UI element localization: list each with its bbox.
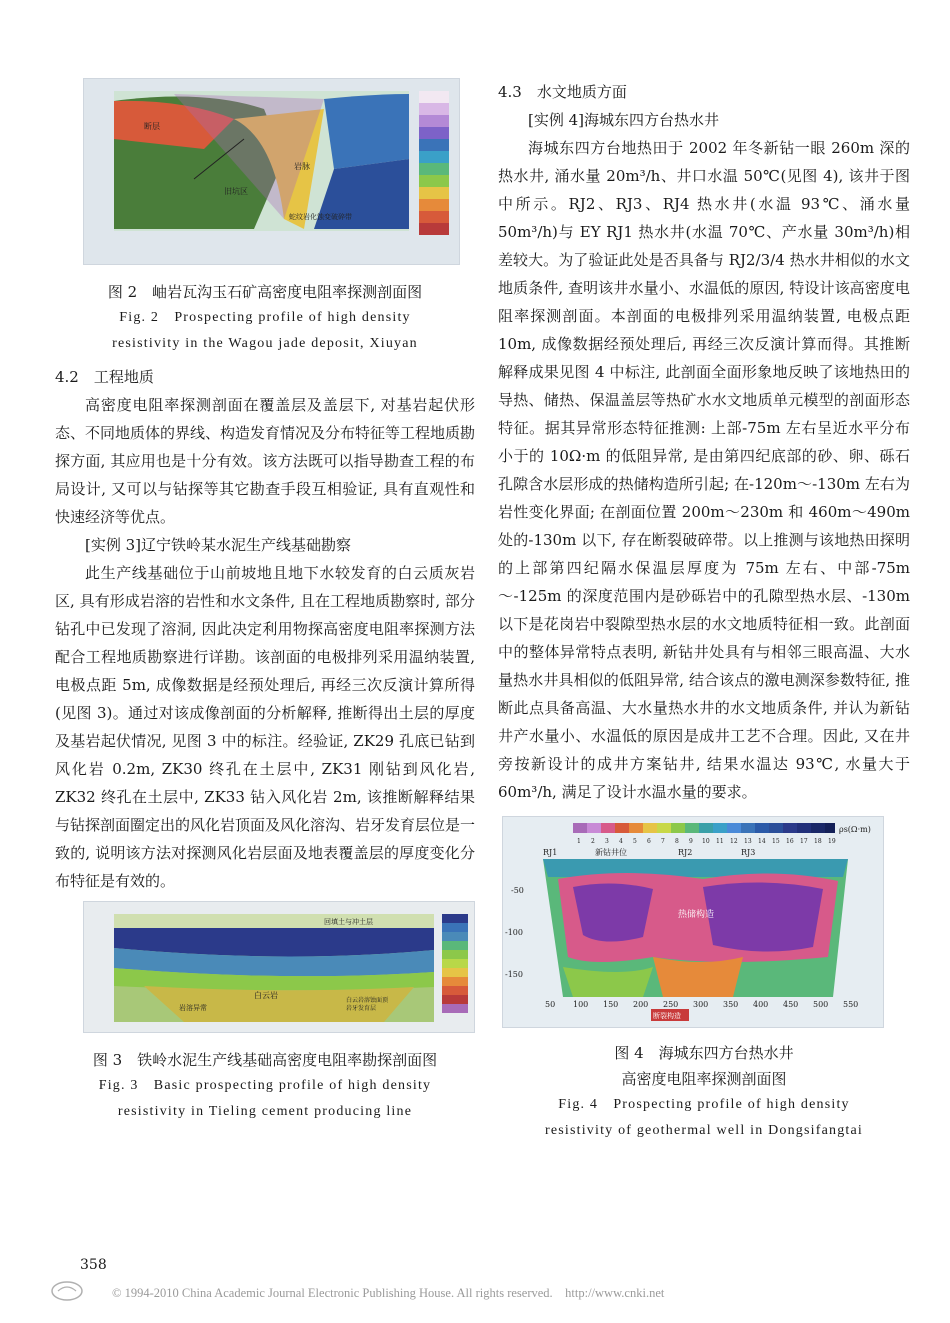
figure-2-caption-en-1: Fig. 2 Prospecting profile of high density [119, 310, 411, 325]
figure-3-profile [84, 902, 474, 1032]
right-column [498, 78, 910, 1144]
figure-2-caption [55, 279, 475, 357]
fig4-scale-tick: 4 [619, 838, 623, 845]
fig4-y-tick: -100 [505, 928, 523, 937]
fig3-colorbar [442, 914, 468, 1013]
fig4-scale-tick: 17 [800, 838, 808, 845]
fig2-label-old-pit: 旧坑区 [224, 187, 248, 196]
figure-3-image [83, 901, 475, 1033]
fig3-label-fill: 回填土与冲土层 [324, 918, 373, 926]
fig4-scale-tick: 6 [647, 838, 651, 845]
fig4-x-tick: 550 [843, 1000, 859, 1009]
fig4-label-new-well: 新钻井位 [595, 848, 627, 857]
left-column [55, 78, 475, 1125]
figure-4-caption [498, 1040, 910, 1144]
example-3-title: [实例 3]辽宁铁岭某水泥生产线基础勘察 [85, 536, 352, 554]
fig4-unit: ρs(Ω·m) [839, 825, 871, 834]
fig3-label-layer: 岩牙发育层 [346, 1005, 377, 1012]
figure-2-caption-zh: 图 2 岫岩瓦沟玉石矿高密度电阻率探测剖面图 [107, 283, 423, 301]
example-4-paragraph: 海城东四方台地热田于 2002 年冬新钻一眼 260m 深的热水井, 涌水量 20m³/h、井口水温 50℃(见图 4), 该井于图中所示。RJ2、RJ3、RJ4 热水井(水温 93℃、涌水量 50m³/h)与 EY RJ1 热水井(水温 70℃、产水量 30m³/h)相差较大。为了验证此处是否具备与 RJ2/3/4 热水井相似的水文地质条件, 查明该井水量小、水温低的原因, 特设计该高密度电阻率探测剖面。本剖面的电极排列采用温纳装置, 电极点距 10m, 成像数据经预处理后, 再经三次反演计算而得。其推断解释成果见图 4 中标注, 此剖面全面形象地反映了该地热田的导热、储热、保温盖层等热矿水水文地质单元模型的剖面形态特征。据其异常形态特征推测: 上部-75m 左右呈近水平分布小于的 10Ω·m 的低阻异常, 是由第四纪底部的砂、卵、砾石孔隙含水层形成的热储构造所引起; 在-120m～-130m 左右为岩性变化界面; 在剖面位置 200m～230m 和 460m～490m 处的-130m 以下, 存在断裂破碎带。以上推测与该地热田探明的上部第四纪隔水保温层厚度为 75m 左右、中部-75m～-125m 的深度范围内是砂砾岩中的孔隙型热水层、-130m 以下是花岗岩中裂隙型热水层的水文地质特征相一致。此剖面中的整体异常特点表明, 新钻井处具有与相邻三眼高温、大水量热水井具相似的低阻异常, 结合该点的激电测深参数特征, 推断此点具备高温、大水量热水井的水文地质条件, 并认为新钻井产水量小、水温低的原因是成井工艺不合理。因此, 又在井旁按新设计的成井方案钻井, 结果水温达 93℃, 水量大于 60m³/h, 满足了设计水温水量的要求。 [498, 139, 910, 801]
fig4-label-rj3: RJ3 [741, 848, 756, 857]
figure-2-profile [84, 79, 459, 264]
fig4-scale-tick: 7 [661, 838, 665, 845]
fig4-scale-tick: 5 [633, 838, 637, 845]
figure-3-caption-zh: 图 3 铁岭水泥生产线基础高密度电阻率勘探剖面图 [92, 1051, 438, 1069]
section-4-2-heading: 4.2 工程地质 [55, 368, 154, 386]
figure-4-caption-zh-2: 高密度电阻率探测剖面图 [621, 1070, 787, 1088]
fig4-scale-tick: 12 [730, 838, 738, 845]
fig4-scale-tick: 10 [702, 838, 710, 845]
fig2-label-dike: 岩脉 [294, 162, 310, 171]
figure-2-image [83, 78, 460, 265]
fig3-label-karst: 岩溶异常 [179, 1004, 207, 1012]
fig4-scale-tick: 19 [828, 838, 836, 845]
cnki-logo-icon [50, 1280, 84, 1302]
fig4-x-tick: 200 [633, 1000, 649, 1009]
footer-copyright: © 1994-2010 China Academic Journal Electronic Publishing House. All rights reserved. http://www.cnki.net [112, 1286, 665, 1300]
fig4-y-tick: -50 [511, 886, 524, 895]
figure-4-image [502, 816, 884, 1028]
fig4-label-fault: 断裂构造 [653, 1012, 681, 1020]
fig4-scale-tick: 2 [591, 838, 595, 845]
figure-4-caption-en-2: resistivity of geothermal well in Dongsifangtai [544, 1123, 864, 1138]
fig4-y-tick: -150 [505, 970, 523, 979]
figure-3-caption [55, 1047, 475, 1125]
fig4-label-rj2: RJ2 [678, 848, 693, 857]
fig2-label-fault: 断层 [144, 122, 160, 131]
figure-4-caption-zh-1: 图 4 海城东四方台热水井 [614, 1044, 794, 1062]
fig4-x-tick: 150 [603, 1000, 619, 1009]
fig4-scale-tick: 18 [814, 838, 822, 845]
fig4-x-tick: 100 [573, 1000, 589, 1009]
figure-3-caption-en-2: resistivity in Tieling cement producing line [117, 1104, 413, 1119]
footer [50, 1280, 910, 1304]
page-number: 358 [80, 1257, 107, 1273]
fig4-scale-tick: 16 [786, 838, 794, 845]
example-3-paragraph: 此生产线基础位于山前坡地且地下水较发育的白云质灰岩区, 具有形成岩溶的岩性和水文条件, 且在工程地质勘察时, 部分钻孔中已发现了溶洞, 因此决定利用物探高密度电阻率探测方法配合工程地质勘察进行详勘。该剖面的电极排列采用温纳装置, 电极点距 5m, 成像数据是经预处理后, 再经三次反演计算所得(见图 3)。通过对该成像剖面的分析解释, 推断得出土层的厚度及基岩起伏情况, 见图 3 中的标注。经验证, ZK29 孔底已钻到风化岩 0.2m, ZK30 终孔在土层中, ZK31 刚钻到风化岩, ZK32 终孔在土层中, ZK33 钻入风化岩 2m, 该推断解释结果与钻探剖面圈定出的风化岩顶面及风化溶沟、岩牙发育层位是一致的, 说明该方法对探测风化岩层面及地表覆盖层的厚度变化分布特征是有效的。 [55, 564, 476, 890]
example-4-title: [实例 4]海城东四方台热水井 [528, 111, 720, 129]
figure-4-profile [503, 817, 883, 1027]
fig3-label-surface: 白云岩溶蚀面顶 [346, 997, 389, 1004]
fig2-label-serpentine: 蛇纹岩化蚀变破碎带 [289, 213, 352, 221]
section-4-2-paragraph: 高密度电阻率探测剖面在覆盖层及盖层下, 对基岩起伏形态、不同地质体的界线、构造发育情况及分布特征等工程地质勘探方面, 其应用也是十分有效。该方法既可以指导勘查工程的布局设计, 又可以与钻探等其它勘查手段互相验证, 具有直观性和快速经济等优点。 [55, 396, 476, 526]
fig4-x-tick: 500 [813, 1000, 829, 1009]
fig4-scale-tick: 1 [577, 838, 581, 845]
fig4-scale-tick: 3 [605, 838, 609, 845]
figure-2-caption-en-2: resistivity in the Wagou jade deposit, Xiuyan [112, 336, 418, 351]
fig4-scale-tick: 14 [758, 838, 766, 845]
fig4-scale-tick: 9 [689, 838, 693, 845]
fig4-x-tick: 250 [663, 1000, 679, 1009]
fig4-x-tick: 400 [753, 1000, 769, 1009]
figure-4-caption-en-1: Fig. 4 Prospecting profile of high density [558, 1097, 850, 1112]
fig2-colorbar [419, 91, 449, 235]
fig4-x-tick: 450 [783, 1000, 799, 1009]
fig4-x-tick: 50 [545, 1000, 556, 1009]
fig4-scale-tick: 13 [744, 838, 752, 845]
fig4-x-tick: 300 [693, 1000, 709, 1009]
figure-3-caption-en-1: Fig. 3 Basic prospecting profile of high density [98, 1078, 432, 1093]
fig4-scale-tick: 15 [772, 838, 780, 845]
fig4-scale-tick: 8 [675, 838, 679, 845]
section-4-3-heading: 4.3 水文地质方面 [498, 83, 627, 101]
fig4-label-rj1: RJ1 [543, 848, 558, 857]
fig4-label-thermal: 热储构造 [678, 910, 715, 920]
fig4-x-tick: 350 [723, 1000, 739, 1009]
fig4-colorbar [573, 823, 835, 833]
fig3-label-dolomite: 白云岩 [254, 991, 278, 1000]
fig4-scale-tick: 11 [716, 838, 724, 845]
